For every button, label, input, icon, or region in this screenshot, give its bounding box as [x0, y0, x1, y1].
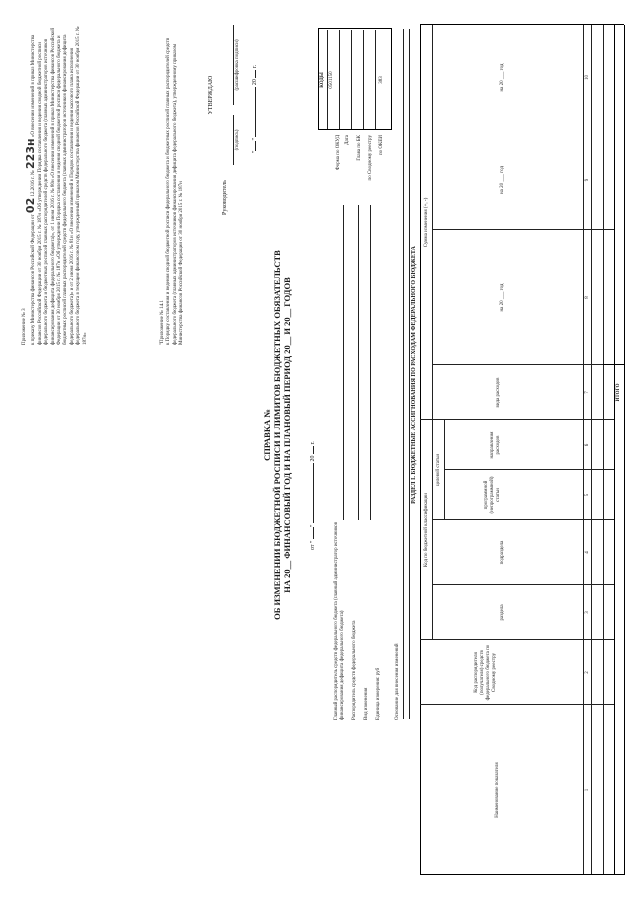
appendix-14-text: к Порядку составления и ведения сводной бюджетной росписи федерального бюджета и бюджетных росписей главных распорядителей средств федерального бюджета (главных администраторов источников финансирования дефицита федерального бюджета), утвержденному приказом Министерства финансов Российской Федерации от 30 ноября 2015 г. № 187н [166, 37, 185, 345]
code-value-okei: 383 [379, 76, 384, 84]
document-date: от " " 20 г. [310, 441, 316, 550]
col-program: программной (непрограммной) статьи [484, 476, 501, 514]
appendix-3-text-mid: 12.2016 г. № [31, 170, 37, 197]
field-manager: Распорядитель средств федерального бюджета [352, 620, 357, 720]
col-number: 2 [585, 671, 590, 674]
signature-caption: (подпись) [235, 129, 240, 151]
col-direction: направления расходов [490, 431, 501, 459]
appendix-3-label: Приложение № 3 [22, 308, 27, 345]
approve-head-label: Руководитель [222, 180, 228, 215]
group-sum: Сумма изменения (+, -) [424, 197, 429, 248]
handwritten-day: 02 [24, 197, 38, 214]
total-label: ИТОГО [616, 383, 621, 402]
col-code: Код распорядителя (получателя) средств федерального бюджета по Сводному реестру [474, 644, 497, 701]
code-label-chapter: Глава по БК [357, 135, 362, 161]
code-label-date: Дата [345, 135, 350, 145]
col-number: 10 [585, 75, 590, 80]
approve-date: "" 20 г. [252, 64, 258, 153]
col-number: 4 [585, 551, 590, 554]
col-subsection: подраздела [500, 540, 505, 565]
col-year-1: на 20 ___ год [500, 283, 505, 312]
date-suffix: г. [310, 441, 316, 445]
col-year-2: на 20 ___ год [500, 166, 505, 194]
title-line-1: СПРАВКА № [262, 409, 272, 461]
basis-line-2 [409, 29, 410, 719]
code-label-registry: по Сводному реестру [368, 135, 373, 181]
date-year: 20 [310, 455, 316, 462]
appendix-3-block [22, 25, 89, 345]
code-label-okud: Форма по ОКУД [336, 135, 341, 171]
col-number: 9 [585, 178, 590, 182]
approve-title: УТВЕРЖДАЮ [208, 75, 214, 115]
col-number: 5 [585, 493, 590, 497]
appendix-14-block [160, 25, 186, 345]
col-number: 8 [585, 296, 590, 299]
appendix-14-label: "Приложение № 14.1 [160, 300, 165, 345]
col-indicator: Наименование показателя [495, 762, 500, 818]
approve-date-year: 20 [252, 79, 258, 86]
decoding-line [233, 25, 234, 105]
basis-line-1 [403, 29, 404, 719]
group-target: целевой статьи [436, 453, 441, 487]
appendix-3-text-pre: к приказу Министерства финансов Российской Федерации от [31, 214, 37, 345]
field-main-manager-line [343, 205, 344, 520]
col-exptype: вида расходов [496, 377, 501, 408]
field-unit: Единица измерения: руб [376, 667, 381, 720]
handwritten-order-number: 223н [24, 138, 38, 169]
col-number: 7 [585, 391, 590, 394]
group-bk: Код по бюджетной классификации [424, 493, 429, 567]
document-title [262, 135, 292, 735]
field-manager-line [358, 205, 359, 520]
field-change-type-line [370, 205, 371, 520]
col-section: раздела [500, 604, 505, 621]
approve-date-suffix: г. [252, 64, 258, 69]
decoding-caption: (расшифровка подписи) [235, 39, 240, 91]
title-line-2: ОБ ИЗМЕНЕНИИ БЮДЖЕТНОЙ РОСПИСИ И ЛИМИТОВ БЮДЖЕТНЫХ ОБЯЗАТЕЛЬСТВ [272, 250, 282, 620]
appendix-3-text-body: «О внесении изменений в приказ Министерства финансов Российской Федерации от 30 ноября 2015 г. № 187н «Об утверждении Порядка составления и ведения сводной бюджетной росписи федерального бюджета и бюджетных росписей главных распорядителей средств федерального бюджета (главных администраторов источников финансирования дефицита федерального бюджета)», от 1 июня 2016 г. № 80н «О внесении изменений в приказ Министерства финансов Российской Федерации от 30 ноября 2015 г. № 187н «Об утверждении Порядка составления и ведения сводной бюджетной росписи федерального бюджета и бюджетных росписей главных распорядителей средств федерального бюджета (главных администраторов источников финансирования дефицита федерального бюджета)» и от 2 июня 2016 г. № 81н «О внесении изменений в Порядок составления и ведения кассового плана исполнения федерального бюджета в текущем финансовом году, утвержденный приказом Министерства финансов Российской Федерации от 30 ноября 2015 г. № 187н» [31, 26, 88, 345]
basis-label: Основание для внесения изменений [395, 643, 400, 720]
signature-line [233, 115, 234, 165]
code-value-okud: 0501150 [329, 71, 334, 89]
col-number: 1 [585, 788, 590, 792]
codes-header: КОДЫ [320, 72, 325, 88]
section-title: РАЗДЕЛ I. БЮДЖЕТНЫЕ АССИГНОВАНИЯ ПО РАСХОДАМ ФЕДЕРАЛЬНОГО БЮДЖЕТА [411, 246, 417, 504]
title-line-3: НА 20__ ФИНАНСОВЫЙ ГОД И НА ПЛАНОВЫЙ ПЕРИОД 20__ И 20__ ГОДОВ [282, 277, 292, 593]
field-main-manager: Главный распорядитель средств федерального бюджета (главный администратор источников финансирования дефицита федерального бюджета) [334, 521, 346, 720]
date-from-label: от " [310, 540, 316, 550]
col-number: 6 [585, 443, 590, 447]
field-change-type: Вид изменения [364, 687, 369, 720]
code-label-okei: по ОКЕИ [379, 135, 384, 156]
col-number: 3 [585, 611, 590, 614]
col-year-3: на 20 ___ год [500, 63, 505, 92]
